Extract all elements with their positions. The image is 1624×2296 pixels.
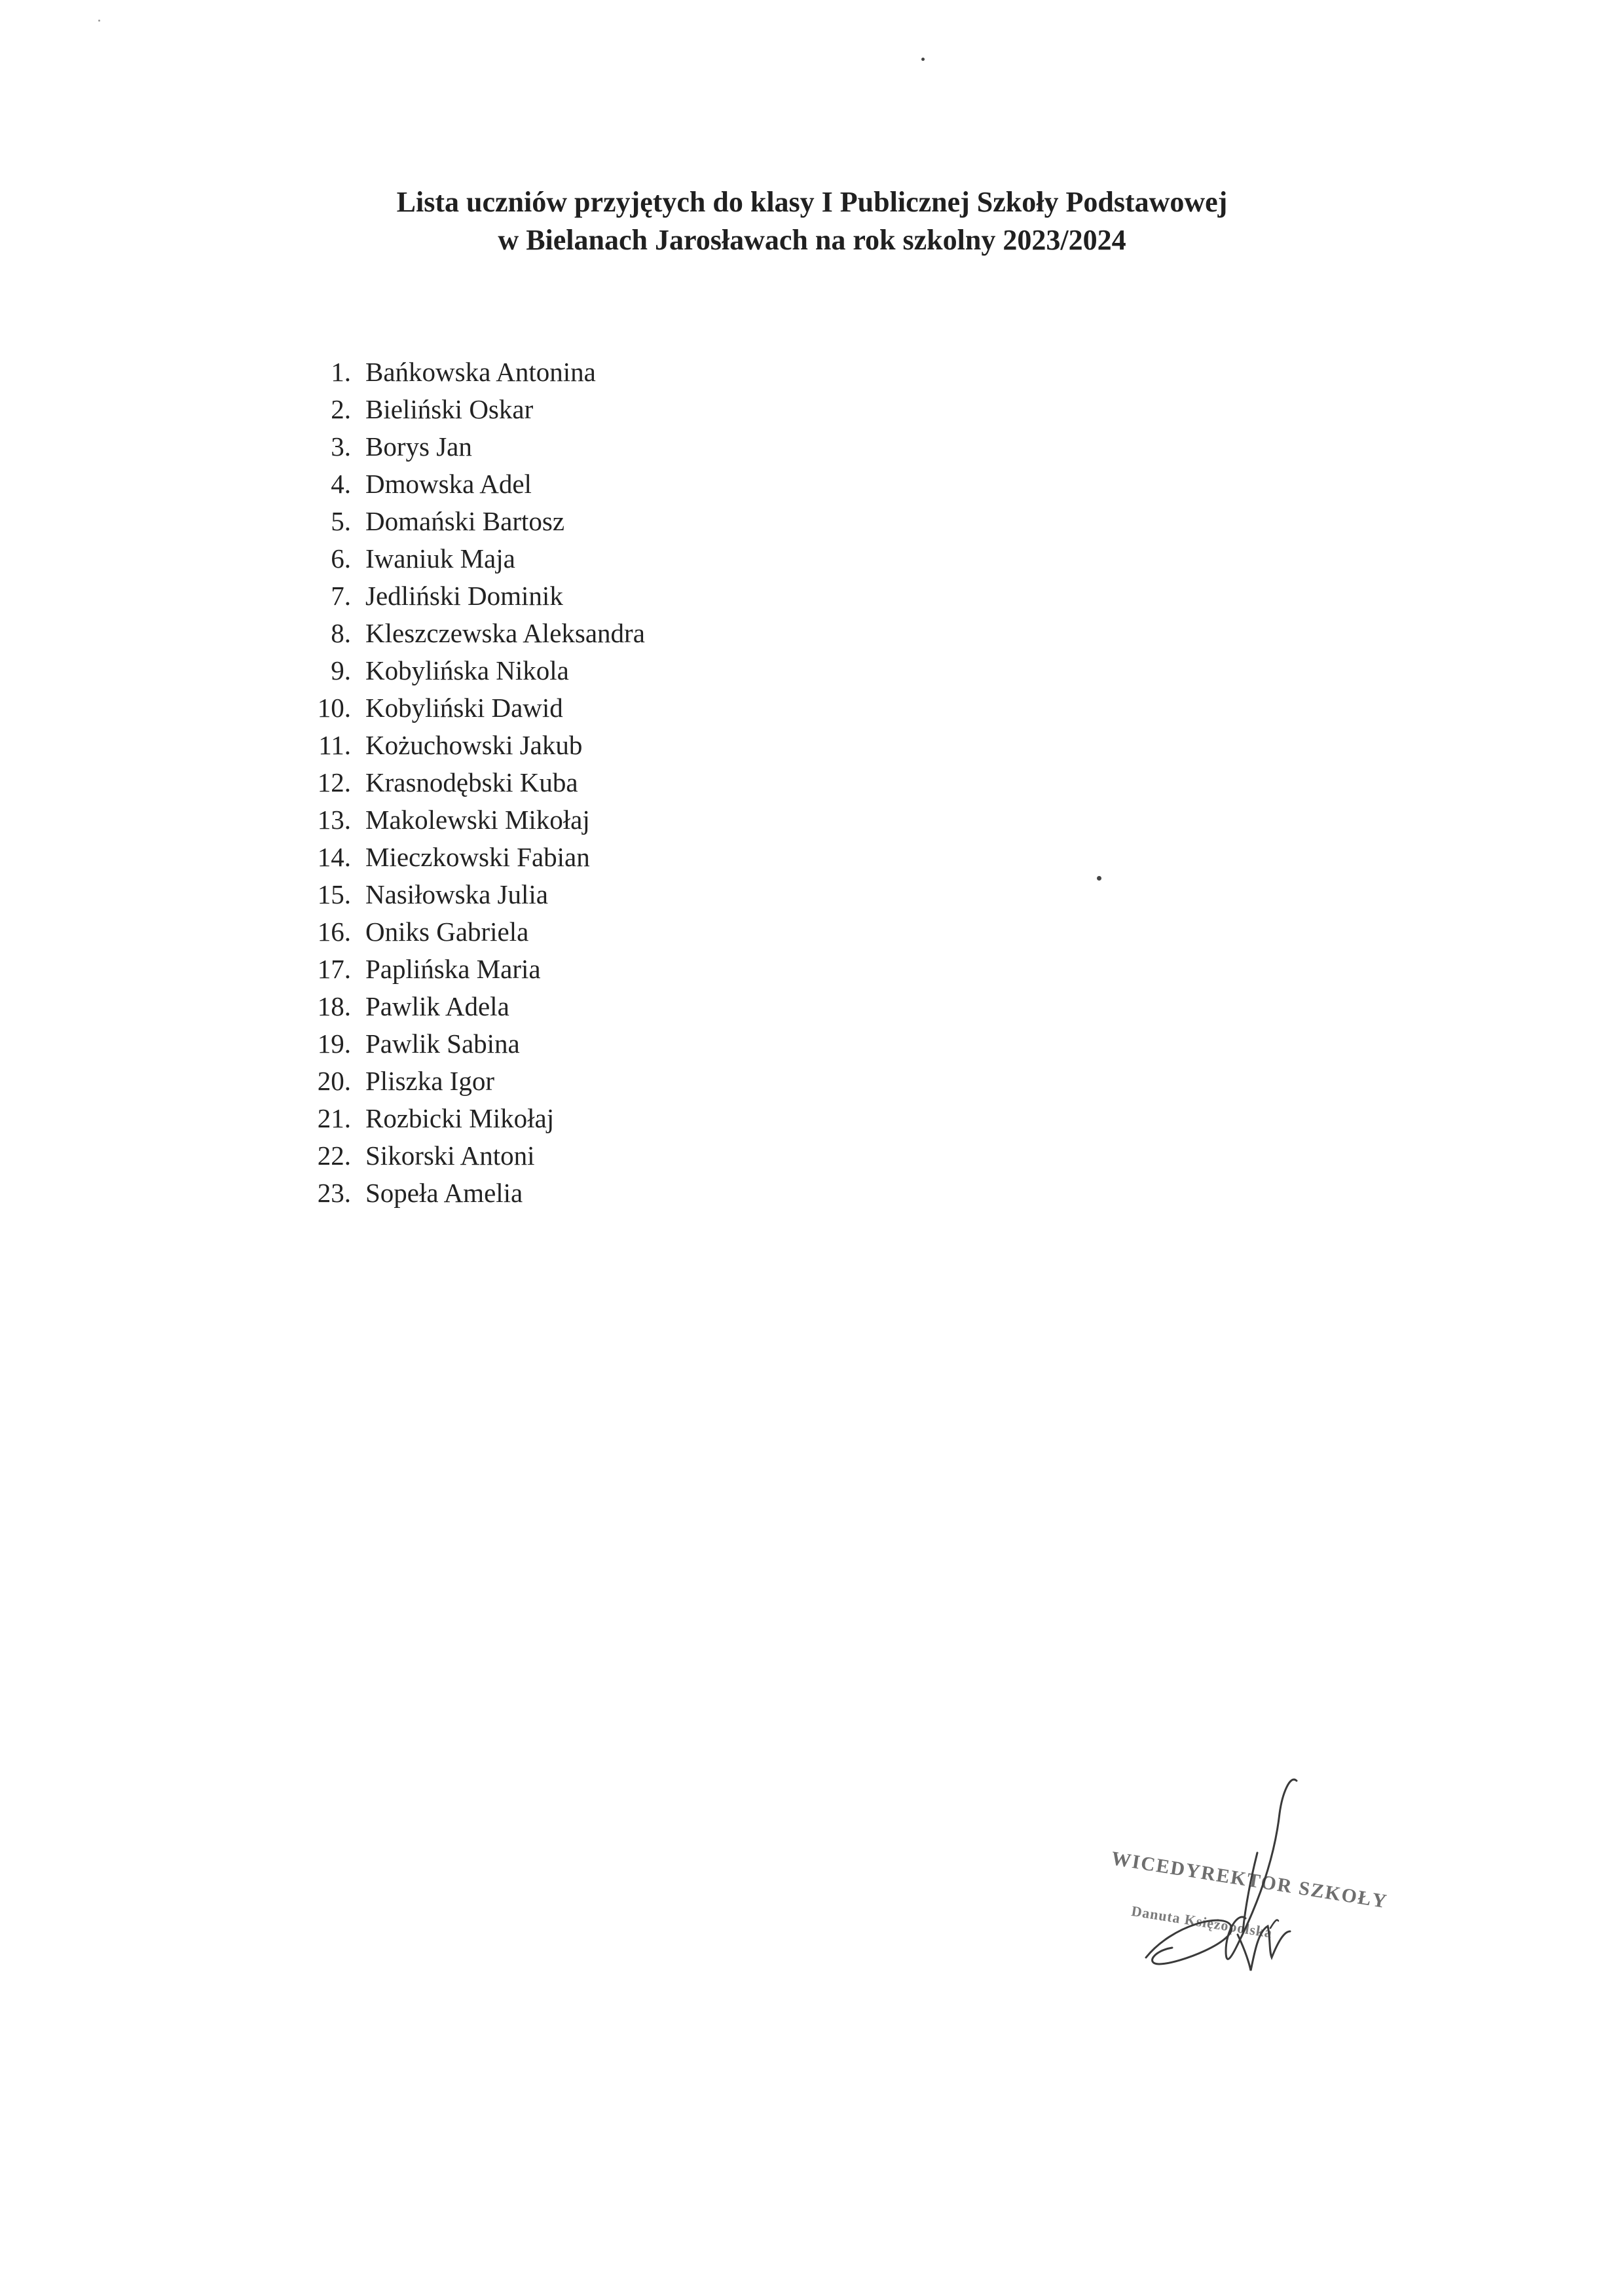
list-item [301, 428, 645, 465]
student-name: Pawlik Sabina [365, 1029, 520, 1059]
list-item [301, 577, 645, 615]
student-name: Nasiłowska Julia [365, 879, 548, 909]
list-item-number: 5. [331, 506, 351, 536]
list-item-number: 13. [317, 805, 351, 835]
list-item [301, 354, 645, 391]
list-item [301, 913, 645, 951]
student-name: Oniks Gabriela [365, 917, 529, 947]
list-item-number: 17. [317, 954, 351, 984]
handwritten-signature-icon [1074, 1755, 1414, 2016]
scan-speck [1097, 876, 1101, 881]
list-item [301, 951, 645, 988]
list-item [301, 465, 645, 503]
student-list [301, 354, 645, 1212]
scan-speck [98, 20, 100, 22]
student-name: Pawlik Adela [365, 991, 509, 1021]
student-name: Dmowska Adel [365, 469, 532, 499]
list-item-number: 15. [317, 879, 351, 909]
student-name: Makolewski Mikołaj [365, 805, 590, 835]
list-item-number: 21. [317, 1103, 351, 1133]
principal-stamp [1074, 1755, 1414, 2016]
list-item [301, 615, 645, 652]
list-item-number: 1. [331, 357, 351, 387]
list-item-number: 2. [331, 394, 351, 424]
student-name: Sopeła Amelia [365, 1178, 523, 1208]
list-item-number: 14. [317, 842, 351, 872]
list-item-number: 19. [317, 1029, 351, 1059]
student-name: Borys Jan [365, 431, 472, 462]
list-item-number: 9. [331, 655, 351, 685]
list-item [301, 1175, 645, 1212]
list-item [301, 727, 645, 764]
student-name: Pliszka Igor [365, 1066, 494, 1096]
student-name: Krasnodębski Kuba [365, 767, 578, 797]
list-item-number: 11. [318, 730, 351, 760]
student-name: Sikorski Antoni [365, 1140, 535, 1171]
student-name: Jedliński Dominik [365, 581, 563, 611]
list-item-number: 4. [331, 469, 351, 499]
student-name: Rozbicki Mikołaj [365, 1103, 555, 1133]
list-item [301, 801, 645, 839]
list-item [301, 839, 645, 876]
list-item-number: 16. [317, 917, 351, 947]
student-name: Kożuchowski Jakub [365, 730, 583, 760]
list-item [301, 1100, 645, 1137]
list-item-number: 6. [331, 543, 351, 574]
student-name: Bieliński Oskar [365, 394, 534, 424]
list-item-number: 7. [331, 581, 351, 611]
stamp-title: WICEDYREKTOR SZKOŁY [1109, 1848, 1390, 1913]
list-item-number: 20. [317, 1066, 351, 1096]
student-name: Paplińska Maria [365, 954, 541, 984]
title-line-2: w Bielanach Jarosławach na rok szkolny 2023/2024 [498, 224, 1126, 256]
list-item-number: 8. [331, 618, 351, 648]
student-name: Kobylińska Nikola [365, 655, 569, 685]
student-name: Kleszczewska Aleksandra [365, 618, 645, 648]
list-item [301, 689, 645, 727]
list-item [301, 1025, 645, 1063]
student-name: Bańkowska Antonina [365, 357, 596, 387]
student-name: Domański Bartosz [365, 506, 565, 536]
list-item-number: 3. [331, 431, 351, 462]
list-item-number: 12. [317, 767, 351, 797]
list-item [301, 540, 645, 577]
stamp-name: Danuta Księżopolska [1130, 1903, 1274, 1941]
list-item [301, 764, 645, 801]
list-item-number: 23. [317, 1178, 351, 1208]
list-item [301, 876, 645, 913]
list-item-number: 22. [317, 1140, 351, 1171]
list-item [301, 391, 645, 428]
title-line-1: Lista uczniów przyjętych do klasy I Publicznej Szkoły Podstawowej [396, 186, 1228, 218]
document-title [0, 183, 1624, 259]
list-item [301, 1063, 645, 1100]
student-name: Iwaniuk Maja [365, 543, 515, 574]
student-name: Kobyliński Dawid [365, 693, 563, 723]
list-item [301, 1137, 645, 1175]
list-item [301, 652, 645, 689]
scan-speck [921, 58, 925, 61]
list-item [301, 503, 645, 540]
list-item [301, 988, 645, 1025]
student-name: Mieczkowski Fabian [365, 842, 590, 872]
list-item-number: 18. [317, 991, 351, 1021]
list-item-number: 10. [317, 693, 351, 723]
